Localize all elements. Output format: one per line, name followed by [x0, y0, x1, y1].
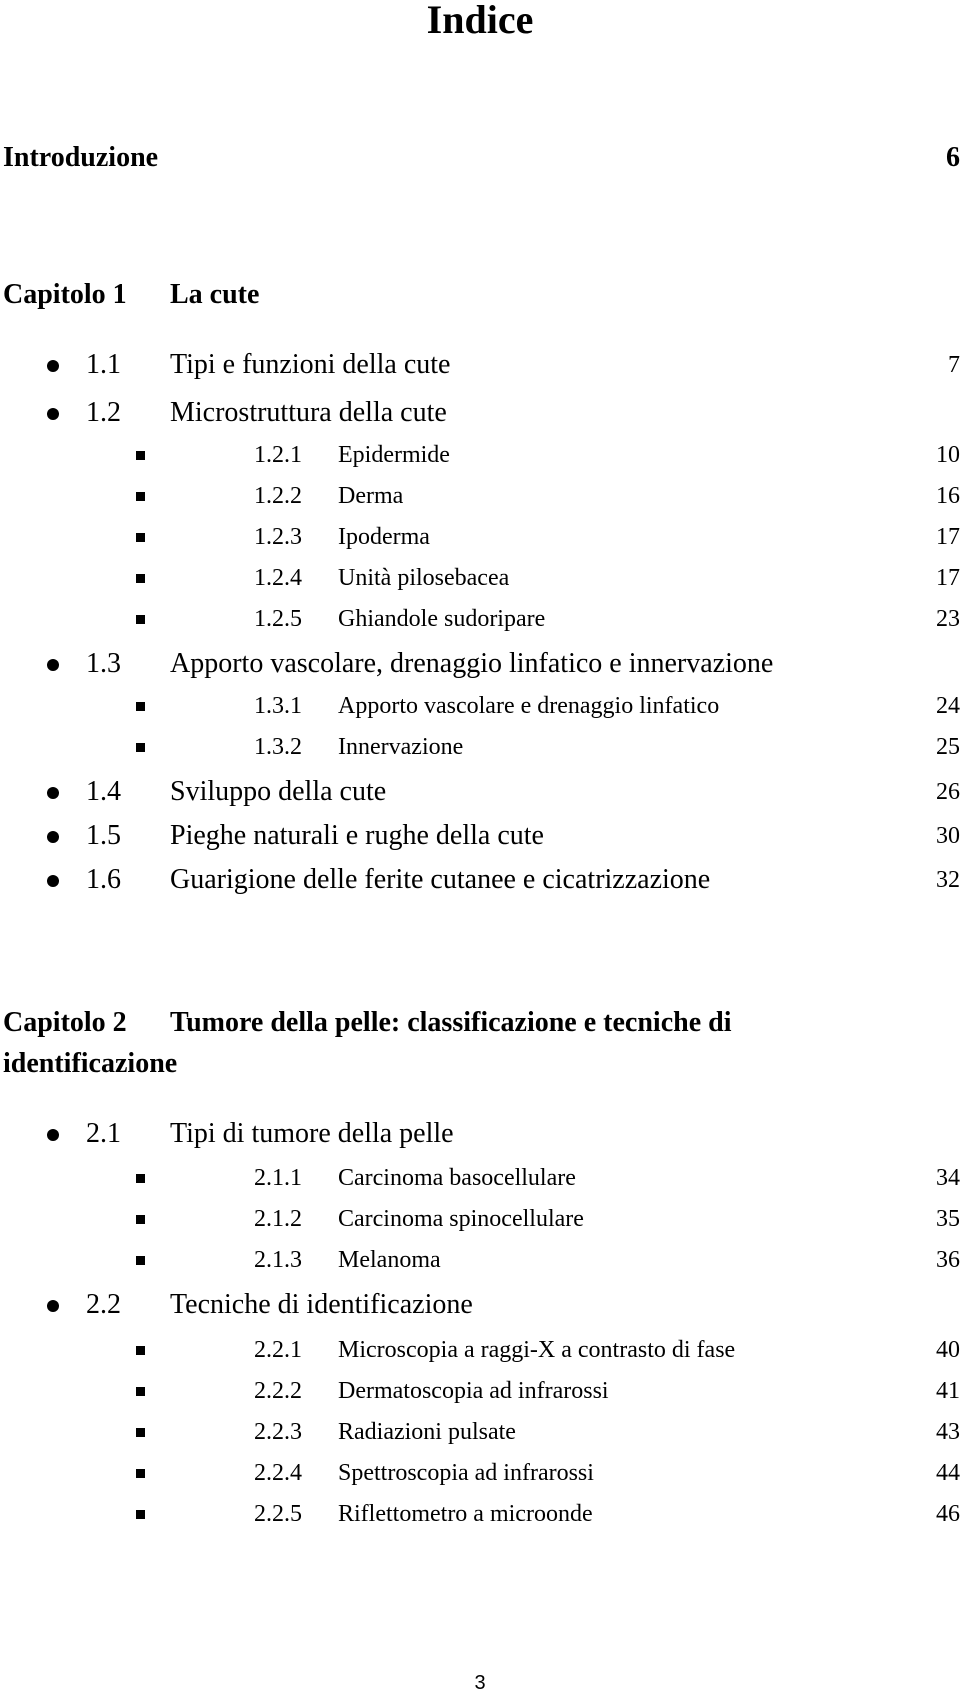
entry-page: 41	[936, 1378, 960, 1404]
toc-entry-2-2	[0, 1289, 960, 1319]
entry-number: 2.1.3	[254, 1247, 302, 1273]
toc-entry-1-5	[0, 820, 960, 850]
chapter-1-label: Capitolo 1	[3, 279, 127, 310]
chapter-2-title: Tumore della pelle: classificazione e tecniche di	[170, 1007, 732, 1038]
chapter-2-title-cont: identificazione	[3, 1048, 178, 1079]
toc-entry-2-1-3	[0, 1247, 960, 1277]
toc-entry-2-1-2	[0, 1206, 960, 1236]
entry-title: Unità pilosebacea	[338, 565, 510, 591]
bullet-dot-icon	[47, 1300, 59, 1312]
entry-title: Epidermide	[338, 442, 450, 468]
toc-entry-2-2-4	[0, 1460, 960, 1490]
page-number: 3	[474, 1672, 486, 1694]
entry-title: Apporto vascolare e drenaggio linfatico	[338, 693, 720, 719]
entry-number: 2.1	[86, 1118, 121, 1149]
toc-entry-1-4	[0, 776, 960, 806]
entry-number: 1.5	[86, 820, 121, 851]
toc-entry-1-1	[0, 349, 960, 379]
bullet-square-icon	[136, 574, 145, 583]
bullet-square-icon	[136, 1215, 145, 1224]
entry-number: 2.2.3	[254, 1419, 302, 1445]
toc-entry-1-2	[0, 397, 960, 427]
bullet-dot-icon	[47, 875, 59, 887]
entry-number: 1.1	[86, 349, 121, 380]
bullet-square-icon	[136, 1174, 145, 1183]
bullet-dot-icon	[47, 408, 59, 420]
toc-entry-1-2-5	[0, 606, 960, 636]
bullet-square-icon	[136, 533, 145, 542]
entry-page: 10	[936, 442, 960, 468]
entry-number: 2.2.4	[254, 1460, 302, 1486]
entry-number: 2.2.2	[254, 1378, 302, 1404]
entry-number: 2.1.1	[254, 1165, 302, 1191]
entry-page: 17	[936, 524, 960, 550]
entry-title: Ipoderma	[338, 524, 430, 550]
entry-title: Carcinoma basocellulare	[338, 1165, 576, 1191]
entry-number: 1.2.3	[254, 524, 302, 550]
chapter-2-label: Capitolo 2	[3, 1007, 127, 1038]
toc-entry-1-2-1	[0, 442, 960, 472]
intro-label: Introduzione	[3, 142, 159, 173]
entry-number: 1.2	[86, 397, 121, 428]
entry-title: Spettroscopia ad infrarossi	[338, 1460, 594, 1486]
bullet-square-icon	[136, 1428, 145, 1437]
bullet-square-icon	[136, 615, 145, 624]
bullet-square-icon	[136, 1469, 145, 1478]
entry-page: 16	[936, 483, 960, 509]
chapter-1-heading	[0, 279, 960, 309]
intro-page: 6	[946, 142, 960, 173]
entry-title: Microstruttura della cute	[170, 397, 447, 428]
entry-number: 1.3.1	[254, 693, 302, 719]
intro-entry	[0, 142, 960, 172]
entry-number: 2.1.2	[254, 1206, 302, 1232]
entry-page: 7	[948, 352, 960, 378]
entry-title: Melanoma	[338, 1247, 441, 1273]
bullet-square-icon	[136, 1346, 145, 1355]
entry-number: 1.2.5	[254, 606, 302, 632]
bullet-dot-icon	[47, 360, 59, 372]
entry-number: 1.3	[86, 648, 121, 679]
entry-title: Radiazioni pulsate	[338, 1419, 516, 1445]
toc-entry-1-2-3	[0, 524, 960, 554]
toc-entry-1-3-1	[0, 693, 960, 723]
toc-entry-1-2-2	[0, 483, 960, 513]
entry-number: 1.6	[86, 864, 121, 895]
entry-number: 1.2.1	[254, 442, 302, 468]
entry-number: 2.2.1	[254, 1337, 302, 1363]
toc-entry-2-1-1	[0, 1165, 960, 1195]
entry-title: Carcinoma spinocellulare	[338, 1206, 584, 1232]
entry-title: Apporto vascolare, drenaggio linfatico e innervazione	[170, 648, 774, 679]
toc-entry-2-2-5	[0, 1501, 960, 1531]
entry-number: 1.2.4	[254, 565, 302, 591]
entry-page: 17	[936, 565, 960, 591]
entry-number: 1.4	[86, 776, 121, 807]
entry-page: 35	[936, 1206, 960, 1232]
entry-title: Guarigione delle ferite cutanee e cicatrizzazione	[170, 864, 711, 895]
toc-entry-2-2-1	[0, 1337, 960, 1367]
entry-title: Innervazione	[338, 734, 464, 760]
entry-title: Derma	[338, 483, 404, 509]
entry-page: 43	[936, 1419, 960, 1445]
bullet-square-icon	[136, 492, 145, 501]
entry-number: 1.3.2	[254, 734, 302, 760]
entry-page: 26	[936, 779, 960, 805]
chapter-2-heading	[0, 1007, 960, 1037]
toc-entry-1-3-2	[0, 734, 960, 764]
bullet-square-icon	[136, 1387, 145, 1396]
toc-entry-1-2-4	[0, 565, 960, 595]
entry-page: 44	[936, 1460, 960, 1486]
bullet-square-icon	[136, 1510, 145, 1519]
toc-entry-1-6	[0, 864, 960, 894]
bullet-square-icon	[136, 451, 145, 460]
entry-title: Microscopia a raggi-X a contrasto di fase	[338, 1337, 736, 1363]
bullet-square-icon	[136, 1256, 145, 1265]
entry-page: 36	[936, 1247, 960, 1273]
bullet-square-icon	[136, 743, 145, 752]
entry-title: Sviluppo della cute	[170, 776, 387, 807]
entry-title: Riflettometro a microonde	[338, 1501, 593, 1527]
entry-title: Ghiandole sudoripare	[338, 606, 546, 632]
bullet-dot-icon	[47, 659, 59, 671]
entry-title: Tecniche di identificazione	[170, 1289, 473, 1320]
entry-page: 34	[936, 1165, 960, 1191]
bullet-square-icon	[136, 702, 145, 711]
entry-page: 30	[936, 823, 960, 849]
page-title: Indice	[426, 0, 534, 42]
entry-title: Tipi e funzioni della cute	[170, 349, 451, 380]
chapter-1-title: La cute	[170, 279, 260, 310]
toc-entry-2-2-2	[0, 1378, 960, 1408]
entry-title: Dermatoscopia ad infrarossi	[338, 1378, 609, 1404]
entry-page: 23	[936, 606, 960, 632]
entry-page: 25	[936, 734, 960, 760]
entry-number: 1.2.2	[254, 483, 302, 509]
bullet-dot-icon	[47, 831, 59, 843]
entry-page: 32	[936, 867, 960, 893]
bullet-dot-icon	[47, 1129, 59, 1141]
toc-entry-2-1	[0, 1118, 960, 1148]
toc-entry-2-2-3	[0, 1419, 960, 1449]
toc-entry-1-3	[0, 648, 960, 678]
chapter-2-heading-cont	[0, 1048, 960, 1078]
entry-page: 24	[936, 693, 960, 719]
entry-page: 46	[936, 1501, 960, 1527]
entry-title: Tipi di tumore della pelle	[170, 1118, 454, 1149]
entry-number: 2.2	[86, 1289, 121, 1320]
bullet-dot-icon	[47, 787, 59, 799]
entry-title: Pieghe naturali e rughe della cute	[170, 820, 544, 851]
entry-page: 40	[936, 1337, 960, 1363]
entry-number: 2.2.5	[254, 1501, 302, 1527]
